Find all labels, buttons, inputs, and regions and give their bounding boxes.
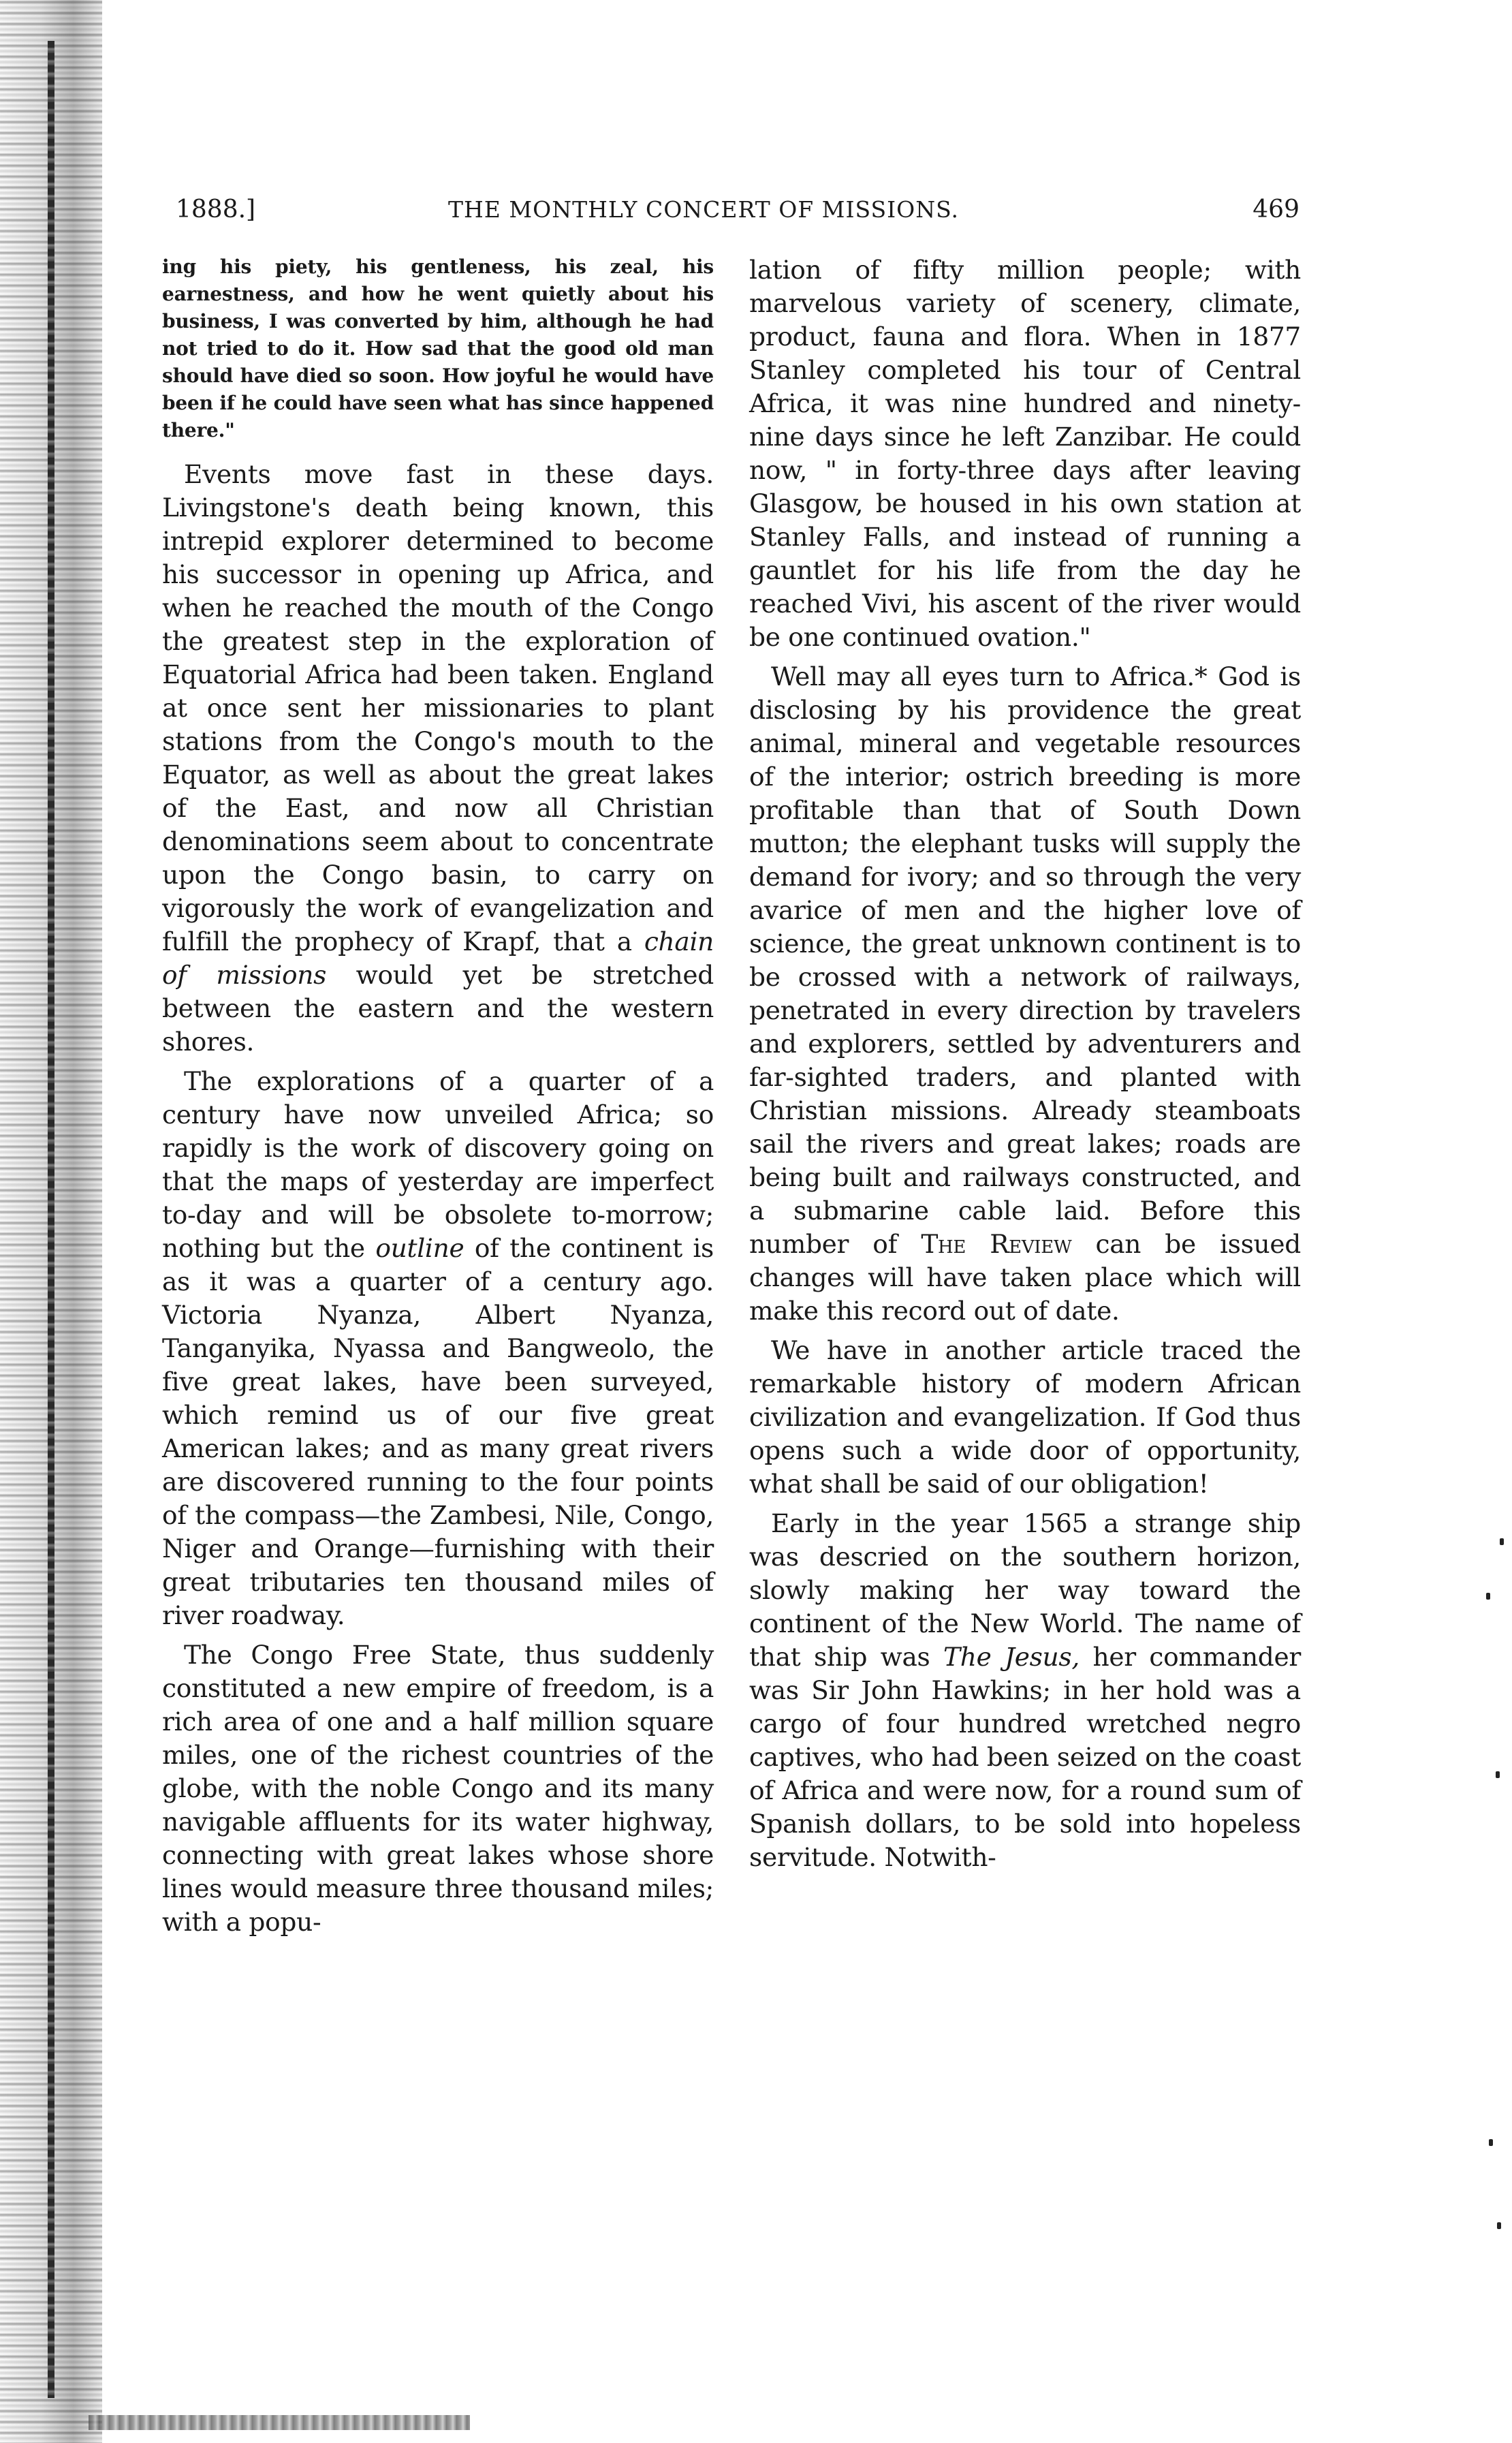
paragraph (162, 458, 714, 1059)
quoted-passage: ing his piety, his gentleness, his zeal, his earnestness, and how he went quietly about his business, I was converted by him, although he had not tried to do it. How sad that the good old man should have died so soon. How joyful he would have been if he could have seen what has since happened there." (162, 255, 714, 441)
paragraph-text: Well may all eyes turn to Africa.* God is disclosing by his providence the great animal, mineral and vegetable resources of the interior; ostrich breeding is more profitable than that of South Down mutton; the elephant tusks will supply the demand for ivory; and so through the very avarice of men and the higher love of science, the great unknown continent is to be crossed with a network of railways, penetrated in every direction by travelers and explorers, settled by adventurers and far-sighted traders, and planted with Christian missions. Already steamboats sail the rivers and great lakes; roads are being built and railways constructed, and a submarine cable laid. Before this number of (749, 662, 1301, 1259)
paragraph-text: The explorations of a quarter of a century have now unveiled Africa; so rapidly is the work of discovery going on that the maps of yesterday are imperfect to-day and will be obsolete to-morrow; nothing but the (162, 1066, 714, 1263)
paragraph-emphasis: chain of missions (162, 927, 714, 990)
paragraph-text: Events move fast in these days. Livingstone's death being known, this intrepid explorer determined to become his successor in opening up Africa, and when he reached the mouth of the Congo the greatest step in the exploration of Equatorial Africa had been taken. England at once sent her missionaries to plant stations from the Congo's mouth to the Equator, as well as about the great lakes of the East, and now all Christian denominations seem about to concentrate upon the Congo basin, to carry on vigorously the work of evangelization and fulfill the prophecy of Krapf, that a (162, 459, 714, 956)
left-column (162, 253, 714, 1945)
header-year: 1888.] (176, 196, 256, 223)
paragraph-text: would yet be stretched between the eastern and the western shores. (162, 960, 714, 1057)
paragraph (162, 1065, 714, 1632)
page-number: 469 (1253, 196, 1300, 223)
header-title: THE MONTHLY CONCERT OF MISSIONS. (448, 196, 960, 223)
paragraph-text: Early in the year 1565 a strange ship was descried on the southern horizon, slowly making her way toward the continent of the New World. The name of that ship was (749, 1508, 1301, 1672)
scan-speck (1486, 1593, 1490, 1600)
running-header (176, 189, 1300, 230)
scan-speck (1497, 2222, 1501, 2229)
paragraph-emphasis: outline (375, 1233, 464, 1263)
ship-name: The Jesus, (943, 1642, 1080, 1672)
right-column (749, 253, 1301, 1880)
paragraph-text: of the continent is as it was a quarter of a century ago. Victoria Nyanza, Albert Nyanza, Tanganyika, Nyassa and Bangweolo, the five great lakes, have been surveyed, which remind us of our five great American lakes; and as many great rivers are discovered running to the four points of the compass—the Zambesi, Nile, Congo, Niger and Orange—furnishing with their great tributaries ten thousand miles of river roadway. (162, 1233, 714, 1630)
paragraph (749, 1507, 1301, 1874)
paragraph: lation of fifty million people; with marvelous variety of scenery, climate, product, fauna and flora. When in 1877 Stanley completed his tour of Central Africa, it was nine hundred and ninety-nine days since he left Zanzibar. He could now, " in forty-three days after leaving Glasgow, be housed in his own station at Stanley Falls, and instead of running a gauntlet for his life from the day he reached Vivi, his ascent of the river would be one continued ovation." (749, 255, 1301, 652)
paragraph-text: can be issued changes will have taken place which will make this record out of date. (749, 1229, 1302, 1326)
scan-binding-line (48, 41, 54, 2398)
scan-speck (1496, 1771, 1500, 1778)
journal-name: The Review (921, 1229, 1072, 1259)
scan-bottom-smudge (89, 2415, 470, 2430)
paragraph (749, 660, 1301, 1328)
scan-speck (1489, 2139, 1493, 2146)
paragraph: The Congo Free State, thus suddenly constituted a new empire of freedom, is a rich area of one and a half million square miles, one of the richest countries of the globe, with the noble Congo and its many navigable affluents for its water highway, connecting with great lakes whose shore lines would measure three thousand miles; with a popu- (162, 1640, 714, 1937)
paragraph: We have in another article traced the remarkable history of modern African civilization and evangelization. If God thus opens such a wide door of opportunity, what shall be said of our obligation! (749, 1335, 1301, 1499)
scan-speck (1500, 1538, 1504, 1545)
paragraph-text: her commander was Sir John Hawkins; in her hold was a cargo of four hundred wretched negro captives, who had been seized on the coast of Africa and were now, for a round sum of Spanish dollars, to be sold into hopeless servitude. Notwith- (749, 1642, 1302, 1872)
